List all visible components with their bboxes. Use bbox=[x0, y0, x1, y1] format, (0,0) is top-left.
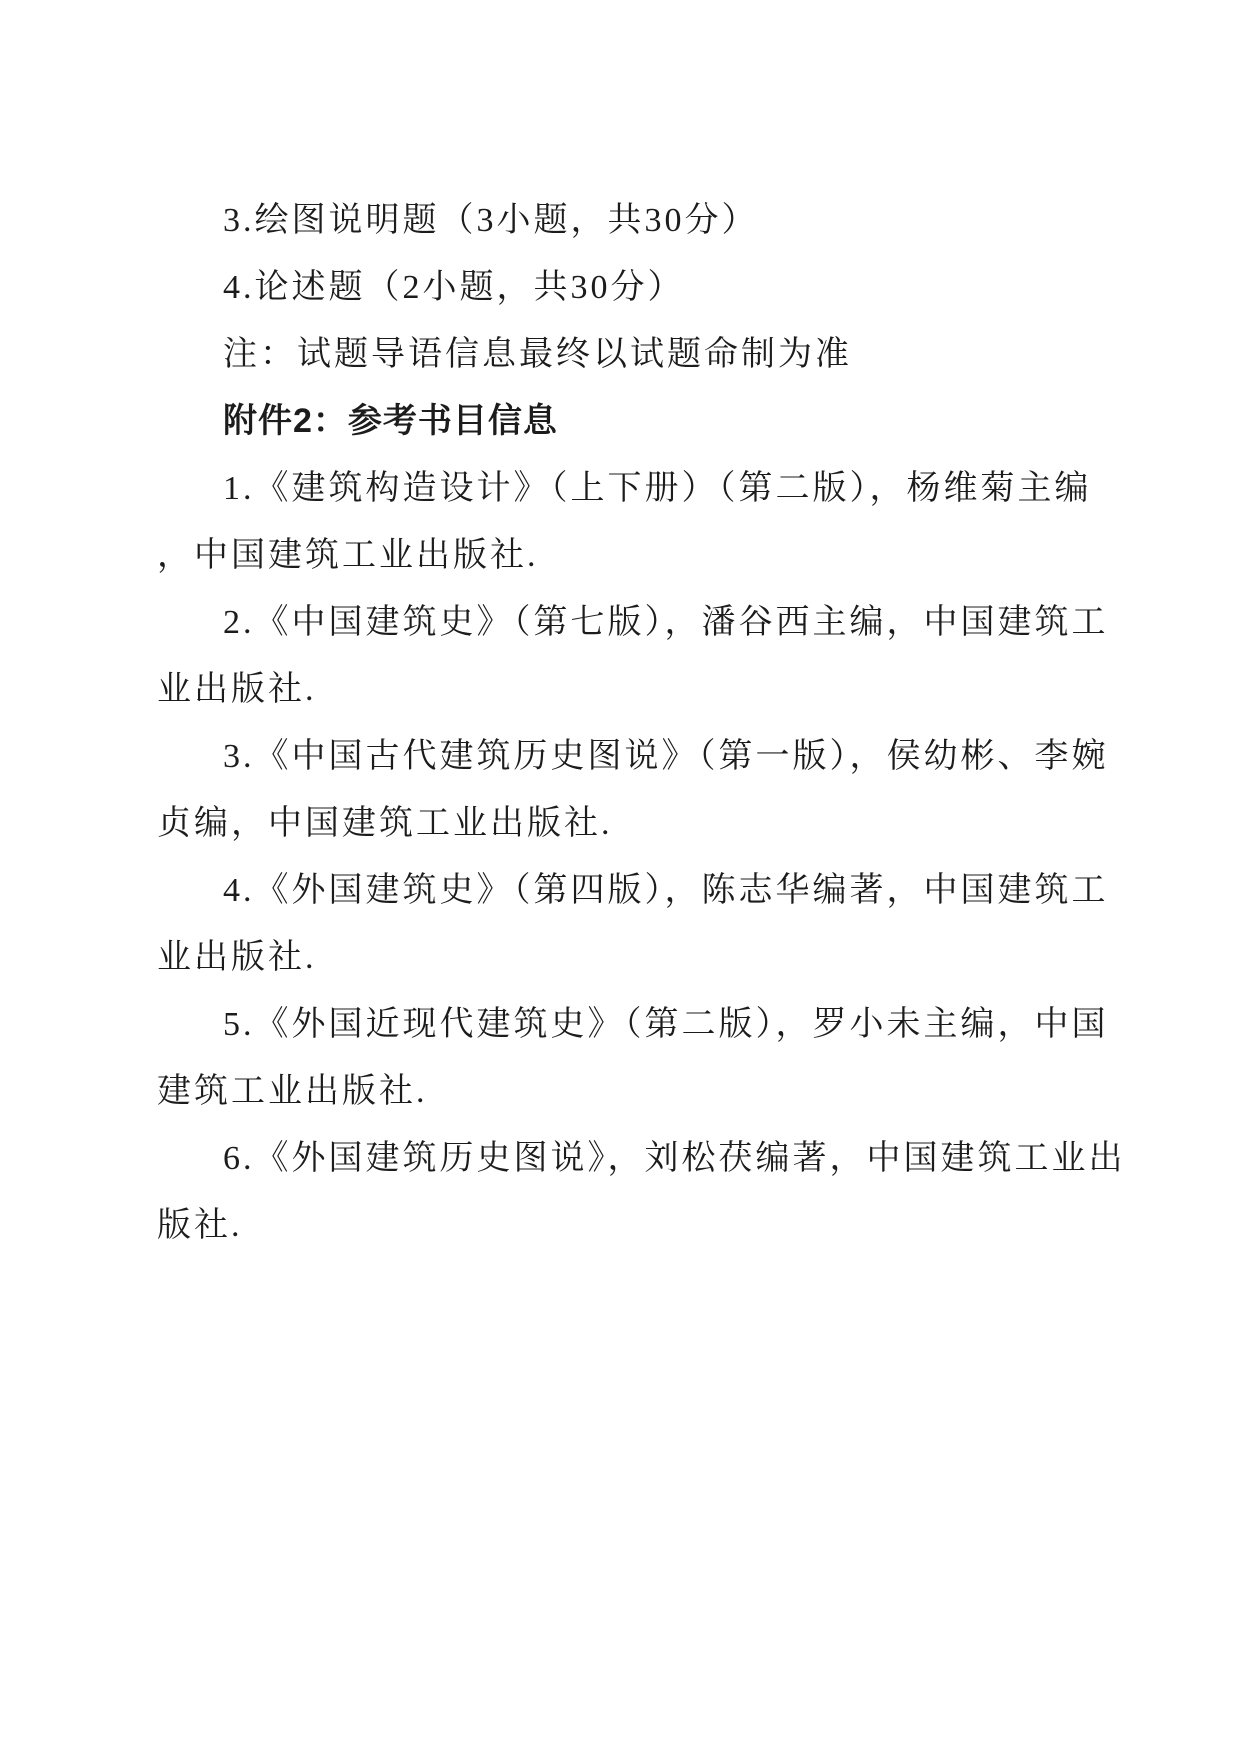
book-entry-2-line-1: 2.《中国建筑史》（第七版），潘谷西主编，中国建筑工 bbox=[223, 604, 1109, 641]
book-entry-6-line-2: 版社. bbox=[157, 1207, 243, 1244]
exam-item-3: 3.绘图说明题（3小题，共30分） bbox=[223, 202, 759, 239]
attachment2-heading: 附件2：参考书目信息 bbox=[223, 402, 558, 440]
book-entry-5-line-1: 5.《外国近现代建筑史》（第二版），罗小未主编，中国 bbox=[223, 1006, 1109, 1043]
book-entry-4-line-1: 4.《外国建筑史》（第四版），陈志华编著，中国建筑工 bbox=[223, 872, 1109, 909]
exam-note: 注：试题导语信息最终以试题命制为准 bbox=[223, 336, 852, 373]
book-entry-3-line-1: 3.《中国古代建筑历史图说》（第一版），侯幼彬、李婉 bbox=[223, 738, 1109, 775]
book-entry-6-line-1: 6.《外国建筑历史图说》，刘松茯编著，中国建筑工业出 bbox=[223, 1140, 1126, 1177]
book-entry-4-line-2: 业出版社. bbox=[157, 939, 317, 976]
book-entry-1-line-2: ，中国建筑工业出版社. bbox=[157, 537, 539, 574]
book-entry-2-line-2: 业出版社. bbox=[157, 671, 317, 708]
exam-item-4: 4.论述题（2小题，共30分） bbox=[223, 269, 685, 306]
book-entry-1-line-1: 1.《建筑构造设计》（上下册）（第二版），杨维菊主编 bbox=[223, 470, 1092, 507]
book-entry-3-line-2: 贞编，中国建筑工业出版社. bbox=[157, 805, 613, 842]
book-entry-5-line-2: 建筑工业出版社. bbox=[157, 1073, 428, 1110]
document-body bbox=[157, 183, 1126, 1255]
